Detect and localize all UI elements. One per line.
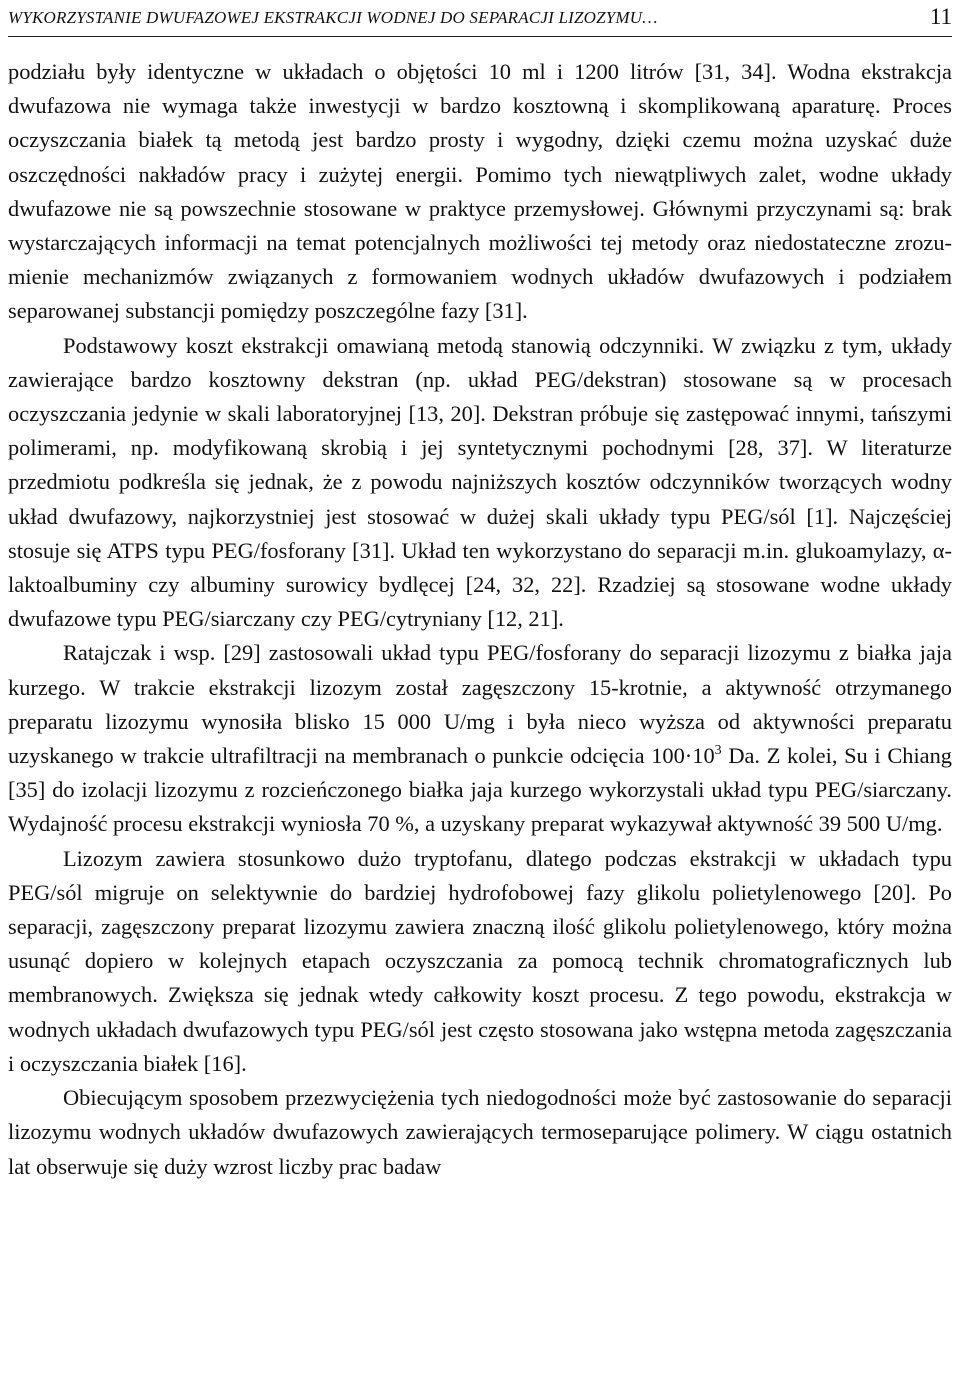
running-title: WYKORZYSTANIE DWUFAZOWEJ EKSTRAKCJI WODNEJ DO SEPARACJI LIZOZYMU… bbox=[8, 8, 658, 27]
paragraph-continuation: podziału były identyczne w układach o objętości 10 ml i 1200 litrów [31, 34]. Wodna ekstrakcja dwufazowa nie wymaga także inwestycji w bardzo kosztowną i skomplikowaną aparaturę. Proces oczyszczania białek tą metodą jest bardzo prosty i wygodny, dzięki czemu można uzyskać duże oszczędności nakładów pracy i zużytej energii. Pomimo tych niewątpliwych zalet, wodne układy dwufazowe nie są powszechnie stosowane w praktyce przemysłowej. Głównymi przyczynami są: brak wystarczających informacji na temat potencjalnych możliwości tej metody oraz niedostateczne zrozumienie mechanizmów związanych z formowaniem wodnych układów dwufazowych i podziałem separowanej substancji pomiędzy poszczególne fazy [31]. bbox=[8, 59, 952, 324]
superscript-exponent: 3 bbox=[714, 743, 722, 759]
paragraph-tryptophan: Lizozym zawiera stosunkowo dużo tryptofanu, dlatego podczas ekstrakcji w układach typu PEG/sól migruje on selektywnie do bardziej hydrofobowej fazy glikolu polietylenowego [20]. Po separacji, zagęszczony preparat lizozymu zawiera znaczną ilość glikolu polietylenowego, który można usunąć dopiero w kolejnych etapach oczyszczania za pomocą technik chromatograficznych lub membranowych. Zwiększa się jednak wtedy całkowity koszt procesu. Z tego powodu, ekstrakcja w wodnych układach dwufazowych typu PEG/sól jest często stosowana jako wstępna metoda zagęszczania i oczyszczania białek [16]. bbox=[8, 845, 952, 1076]
paragraph-reagent-costs: Podstawowy koszt ekstrakcji omawianą metodą stanowią odczynniki. W związku z tym, układy zawierające bardzo kosztowny dekstran (np. układ PEG/dekstran) stosowane są w procesach oczyszczania jedynie w skali laboratoryjnej [13, 20]. Dekstran próbuje się zastępować innymi, tańszymi polimerami, np. modyfikowaną skrobią i jej syntetycznymi pochodnymi [28, 37]. W literaturze przedmiotu podkreśla się jednak, że z powodu najniższych kosztów odczynników tworzących wodny układ dwufazowy, najkorzystniej jest stosować w dużej skali układy typu PEG/sól [1]. Najczęściej stosuje się ATPS typu PEG/fosforany [31]. Układ ten wykorzystano do separacji m.in. glukoamylazy, α-laktoalbuminy czy albuminy surowicy bydlęcej [24, 32, 22]. Rzadziej są stosowane wodne układy dwufazowe typu PEG/siarczany czy PEG/cytryniany [12, 21]. bbox=[8, 332, 952, 632]
running-header bbox=[8, 0, 952, 37]
paragraph-text: Da. Z kolei, Su i Chiang [35] do izolacji lizozymu z rozcieńczonego białka jaja kurzego wykorzystali układ typu PEG/siarczany. Wydajność procesu ekstrakcji wyniosła 70 %, a uzyskany preparat wykazywał aktywność 39 500 U/mg. bbox=[8, 743, 952, 837]
article-body bbox=[8, 55, 952, 1184]
paragraph-text: Ratajczak i wsp. [29] zastosowali układ typu PEG/fosforany do separacji lizozymu z białka jaja kurzego. W trakcie ekstrakcji lizozym został zagęszczony 15-krotnie, a aktywność otrzymanego preparatu lizozymu wynosiła blisko 15 000 U/mg i była nieco wyższa od aktywności preparatu uzyskanego w trakcie ultrafiltracji na membranach o punkcie odcięcia 100·10 bbox=[8, 640, 952, 769]
paragraph-ratajczak bbox=[8, 636, 952, 841]
page-number: 11 bbox=[929, 4, 952, 29]
paragraph-thermoseparating: Obiecującym sposobem przezwyciężenia tych niedogodności może być zastosowanie do separacji lizozymu wodnych układów dwufazowych zawierających termoseparujące polimery. W ciągu ostatnich lat obserwuje się duży wzrost liczby prac badaw bbox=[8, 1085, 952, 1179]
